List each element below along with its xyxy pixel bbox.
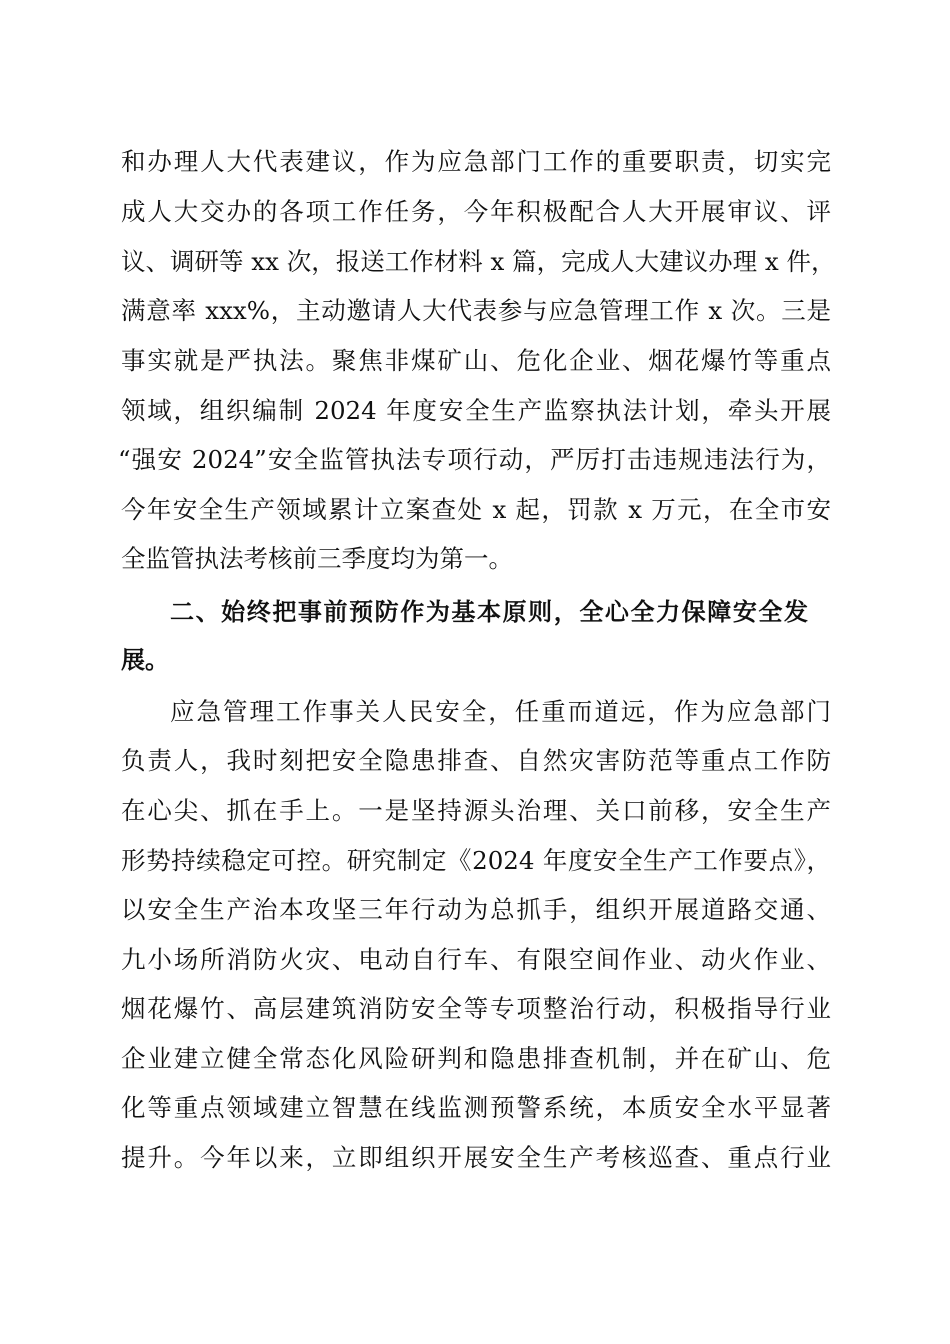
body-text-line: 领域，组织编制 2024 年度安全生产监察执法计划，牵头开展 [121, 396, 831, 425]
body-text-line: 成人大交办的各项工作任务，今年积极配合人大开展审议、评 [121, 197, 831, 226]
section-heading: 展。 [121, 646, 169, 674]
body-text-line: 形势持续稳定可控。研究制定《2024 年度安全生产工作要点》， [121, 846, 831, 875]
body-text-line: 今年安全生产领域累计立案查处 x 起，罚款 x 万元，在全市安 [121, 495, 831, 524]
body-text-line: 议、调研等 xx 次，报送工作材料 x 篇，完成人大建议办理 x 件， [121, 247, 836, 276]
body-text-line: 和办理人大代表建议，作为应急部门工作的重要职责，切实完 [121, 147, 831, 176]
body-text-line: 应急管理工作事关人民安全，任重而道远，作为应急部门 [170, 697, 831, 726]
body-text-line: 满意率 xxx%，主动邀请人大代表参与应急管理工作 x 次。三是 [121, 296, 831, 325]
body-text-line: 化等重点领域建立智慧在线监测预警系统，本质安全水平显著 [121, 1093, 831, 1122]
body-text-line: 全监管执法考核前三季度均为第一。 [121, 544, 513, 573]
body-text-line: 提升。今年以来，立即组织开展安全生产考核巡查、重点行业 [121, 1143, 831, 1172]
body-text-line: 在心尖、抓在手上。一是坚持源头治理、关口前移，安全生产 [121, 796, 831, 825]
body-text-line: 企业建立健全常态化风险研判和隐患排查机制，并在矿山、危 [121, 1044, 831, 1073]
body-text-line: “强安 2024”安全监管执法专项行动，严厉打击违规违法行为， [118, 445, 831, 474]
body-text-line: 事实就是严执法。聚焦非煤矿山、危化企业、烟花爆竹等重点 [121, 346, 831, 375]
body-text-line: 负责人，我时刻把安全隐患排查、自然灾害防范等重点工作防 [121, 746, 831, 775]
section-heading: 二、始终把事前预防作为基本原则，全心全力保障安全发 [170, 598, 808, 626]
body-text-line: 九小场所消防火灾、电动自行车、有限空间作业、动火作业、 [121, 945, 831, 974]
body-text-line: 以安全生产治本攻坚三年行动为总抓手，组织开展道路交通、 [121, 895, 831, 924]
body-text-line: 烟花爆竹、高层建筑消防安全等专项整治行动，积极指导行业 [121, 994, 831, 1023]
